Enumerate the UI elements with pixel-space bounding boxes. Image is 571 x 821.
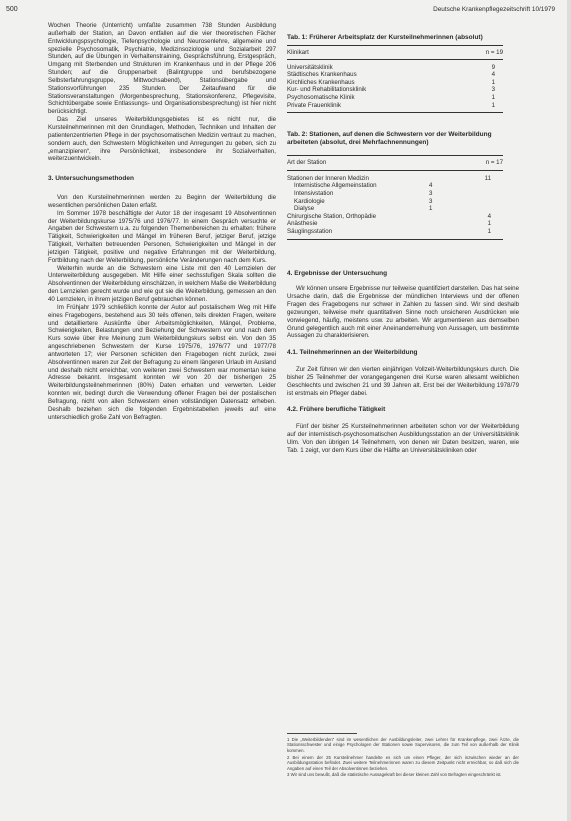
table-row xyxy=(287,170,503,182)
table-cell: 1 xyxy=(491,101,495,109)
table-header-row xyxy=(287,156,503,171)
table-cell: 4 xyxy=(487,212,491,220)
footnote-divider xyxy=(287,733,357,734)
table-cell: Anästhesie xyxy=(287,220,318,228)
table-cell: Internistische Allgemeinstation xyxy=(294,182,377,190)
table-cell xyxy=(453,190,503,198)
body-paragraph: Wir können unsere Ergebnisse nur teilweise quantifiziert darstellen. Das hat seine Ursache darin, daß die Ergebnisse der mündlichen Interviews und der offenen Fragen des Fragebogens nur schwer in Zahlen zu fassen sind. Wir sind deshalb gezwungen, teilweise mehr quantitativen Sinne noch unsicheren Ausdrücken wie vorwiegend, häufig, meistens usw. zu arbeiten. Wir argumentieren aus demselben Grund gelegentlich auch mit einer Aneinanderreihung von Aussagen, um bestimmte Aussagen zu charakterisieren. xyxy=(287,285,519,340)
body-paragraph: Fünf der bisher 25 Kursteilnehmerinnen arbeiteten schon vor der Weiterbildung auf der internistisch-psychosomatischen Ausbildungsstation an der Universitätsklinik Ulm. Von den übrigen 14 Teilnehmern, von denen wir Daten besitzen, waren, wie Tab. 1 zeigt, vor dem Kurs über die Hälfte an Universitätskliniken oder xyxy=(287,423,519,454)
table-header-cell: n = 17 xyxy=(485,159,503,167)
table-row xyxy=(287,190,503,198)
table-cell: 9 xyxy=(491,63,495,71)
table-header-row xyxy=(287,46,503,60)
table-cell xyxy=(429,213,453,221)
table-row xyxy=(287,213,503,221)
table-cell: 3 xyxy=(429,189,433,197)
table-cell xyxy=(429,170,453,182)
table-1 xyxy=(287,34,519,113)
table-2 xyxy=(287,131,519,239)
table-row xyxy=(287,86,503,94)
footnote: 1 Die „Weiterbildenden“ sind im wesentlichen der Ausbildungsleiter, zwei Lehrer für Krankenpflege, zwei Ärzte, die Stationsschwester und einige Psychologen der Stationen sowie Supervisoren, die zum Teil von außerhalb der Klinik kommen. xyxy=(287,737,519,753)
section-heading-methods: 3. Untersuchungsmethoden xyxy=(48,175,134,183)
table-cell: 3 xyxy=(491,86,495,94)
table-cell: Universitätsklinik xyxy=(287,63,333,71)
table-cell: Säuglingsstation xyxy=(287,227,333,235)
table-cell: Kardiologie xyxy=(294,197,325,205)
table-cell: 3 xyxy=(429,197,433,205)
body-paragraph: Von den Kursteilnehmerinnen werden zu Beginn der Weiterbildung die wesentlichen persönlichen Daten erfaßt. xyxy=(48,194,276,209)
table-cell xyxy=(429,220,453,228)
table-cell: 1 xyxy=(487,227,491,235)
left-column xyxy=(48,22,276,422)
footnote: 3 Wir sind uns bewußt, daß die statistische Aussagekraft bei dieser kleinen Zahl von Befragten eingeschränkt ist. xyxy=(287,772,502,778)
table-cell xyxy=(453,182,503,190)
table-cell: Psychosomatische Klinik xyxy=(287,93,355,101)
table-row xyxy=(287,198,503,206)
table-cell xyxy=(453,198,503,206)
subsection-heading-participants: 4.1. Teilnehmerinnen an der Weiterbildung xyxy=(287,349,418,357)
journal-title: Deutsche Krankenpflegezeitschrift 10/1979 xyxy=(433,6,555,13)
right-column xyxy=(287,22,519,455)
table-cell: 1 xyxy=(429,205,433,213)
table-cell: Stationen der Inneren Medizin xyxy=(287,174,369,182)
body-paragraph: Im Sommer 1978 beschäftigte der Autor 18 der insgesamt 19 Absolventinnen der Weiterbildungskurse 1975/76 und 1976/77. In einem Gespräch versuchte er Angaben der Schwestern u.a. zu folgenden Themenbereichen zu erhalten: frühere Tätigkeit, Schwierigkeiten und Mängel im früheren Beruf, jetziger Beruf, jetzige Tätigkeit, Verhalten betreuenden Personen, Schwierigkeiten und Mängel in der jetzigen Tätigkeit, positive und negative Erfahrungen mit der Weiterbildung, Fortbildung nach der Weiterbildung, persönliche Veränderungen nach dem Kurs. xyxy=(48,209,276,264)
table-row xyxy=(287,205,503,213)
table-cell: 1 xyxy=(487,220,491,228)
table-cell: 1 xyxy=(491,93,495,101)
page-number: 500 xyxy=(6,6,18,13)
table-header-cell: n = 19 xyxy=(485,49,503,56)
table-cell: Kirchliches Krankenhaus xyxy=(287,78,355,86)
table-row xyxy=(287,228,503,239)
table-2-title: Tab. 2: Stationen, auf denen die Schwestern vor der Weiterbildung arbeiteten (absolut, drei Mehrfachnennungen) xyxy=(287,131,492,147)
table-cell: 4 xyxy=(429,182,433,190)
table-cell: Dialyse xyxy=(294,205,315,213)
table-header-cell: Klinikart xyxy=(287,49,309,56)
table-cell: 4 xyxy=(491,71,495,79)
table-row xyxy=(287,59,503,71)
table-bottom-rule xyxy=(287,113,503,114)
footnotes xyxy=(287,737,519,779)
table-cell: Städtisches Krankenhaus xyxy=(287,71,357,79)
table-1-grid xyxy=(287,45,503,113)
scan-edge xyxy=(567,0,571,821)
page-header xyxy=(6,6,555,20)
table-cell: Kur- und Rehabilitationsklinik xyxy=(287,86,367,94)
body-paragraph: Das Ziel unseres Weiterbildungsgebietes ist es nicht nur, die Kursteilnehmerinnen mit den Grundlagen, Methoden, Techniken und Inhalten der patientenzentrierten Pflege in der psychosomatischen Medizin vertraut zu machen, sondern auch, den Schwestern Möglichkeiten und Anregungen zu geben, sich zu „emanzipieren“, ihre Persönlichkeit, insbesondere ihr Sozialverhalten, weiterzuentwickeln. xyxy=(48,116,276,163)
body-paragraph: Wochen Theorie (Unterricht) umfaßte zusammen 738 Stunden Ausbildung außerhalb der Station, an Davon entfallen auf die vier theoretischen Fächer Entwicklungspsychologie, Tiefenpsychologie und Neurosenlehre, allgemeine und spezielle Psychosomatik, Psychiatrie, Medizinsoziologie und Sozialarbeit 297 Stunden, auf die Übungen in Verhaltenstraining, Gesprächsführung, Erstgespräch, Umgang mit Sterbenden und Strukturen im Krankenhaus und in der Pflege 206 Stunden; auf die Gruppenarbeit (Balintgruppe und berufsbezogene Selbsterfahrungsgruppe, Mittwochsabend), Stationsübergabe und Stationsvorführungen 235 Stunden. Der Zeitaufwand für die Stationsveranstaltungen (Morgenbesprechung, Stationskonferenz, Pflegevisite, Schichtübergabe sowie Entlassungs- und Organisationsbesprechung) ist hier nicht berücksichtigt. xyxy=(48,22,276,116)
body-paragraph: Weiterhin wurde an die Schwestern eine Liste mit den 40 Lernzielen der Unterweiterbildung ausgegeben. Mit Hilfe einer sechsstufigen Skala sollten die Absolventinnen der Weiterbildung einschätzen, in welchem Maße die Weiterbildung den Lernzielen gerecht wurde und wie gut sie die Weiterbildung, gemessen an den 40 Lernzielen, in ihrem jetzigen Beruf gebrauchen können. xyxy=(48,264,276,303)
table-cell xyxy=(429,228,453,239)
table-row xyxy=(287,182,503,190)
table-cell: Chirurgische Station, Orthopädie xyxy=(287,212,377,220)
table-row xyxy=(287,71,503,79)
table-row xyxy=(287,79,503,87)
table-cell xyxy=(453,205,503,213)
table-cell: 11 xyxy=(484,174,491,182)
table-bottom-rule xyxy=(287,239,503,240)
table-header-cell: Art der Station xyxy=(287,159,327,167)
table-2-grid xyxy=(287,155,503,239)
section-heading-results: 4. Ergebnisse der Untersuchung xyxy=(287,269,388,277)
table-cell: Private Frauenklinik xyxy=(287,101,341,109)
table-cell: Intensivstation xyxy=(294,189,334,197)
table-row xyxy=(287,102,503,113)
table-1-title: Tab. 1: Früherer Arbeitsplatz der Kursteilnehmerinnen (absolut) xyxy=(287,34,483,41)
table-row xyxy=(287,220,503,228)
body-paragraph: Zur Zeit führen wir den vierten einjährigen Vollzeit-Weiterbildungskurs durch. Die bisher 25 Teilnehmer der vorangegangenen drei Kurse waren allesamt weiblichen Geschlechts und zwischen 21 und 39 Jahren alt. Erst bei der Weiterbildung 1978/79 ist erstmals ein Pfleger dabei. xyxy=(287,366,519,397)
subsection-heading-previous-work: 4.2. Frühere berufliche Tätigkeit xyxy=(287,406,386,414)
table-row xyxy=(287,94,503,102)
body-paragraph: Im Frühjahr 1979 schließlich konnte der Autor auf postalischem Weg mit Hilfe eines Fragebogens, bestehend aus 30 teils offenen, teils direkten Fragen, weitere und detailliertere Auskünfte über Arbeitsmöglichkeiten, Mängel, Probleme, Schwierigkeiten, Belastungen und Beziehung der Schwestern vor und nach dem Kurs sowie über ihre Meinung zum Weiterbildungskurs selbst ein. Von den 35 angeschriebenen Schwestern der Kurse 1975/76, 1976/77 und 1977/78 antworteten 17; vier Personen schickten den Fragebogen nicht zurück, zwei Absolventinnen waren zur Zeit der Befragung zu einem längeren Urlaub im Ausland und deshalb nicht erreichbar, von weiteren zwei Schwestern war momentan keine Adresse bekannt. Insgesamt konnten wir von 20 der bisherigen 25 Weiterbildungsteilnehmerinnen (80%) Daten erhalten und verwerten. Leider konnten wir, bedingt durch die Verwendung offener Fragen bei der postalischen Befragung, nicht von allen Schwestern einen vollständigen Datensatz erheben. Deshalb beziehen sich die folgenden Ergebnistabellen jeweils auf eine unterschiedlich große Zahl von Befragten. xyxy=(48,303,276,421)
footnote: 2 Bei einem der 25 Kursteilnehmer handelte es sich um einen Pfleger, der sich inzwischen wieder an der Ausbildungsstation befindet. Zwei weitere Teilnehmerinnen waren zu diesem Zeitpunkt nicht erreichbar, so daß sich die Angaben auf einen Teil der Absolventinnen beziehen. xyxy=(287,754,519,771)
table-cell: 1 xyxy=(491,78,495,86)
